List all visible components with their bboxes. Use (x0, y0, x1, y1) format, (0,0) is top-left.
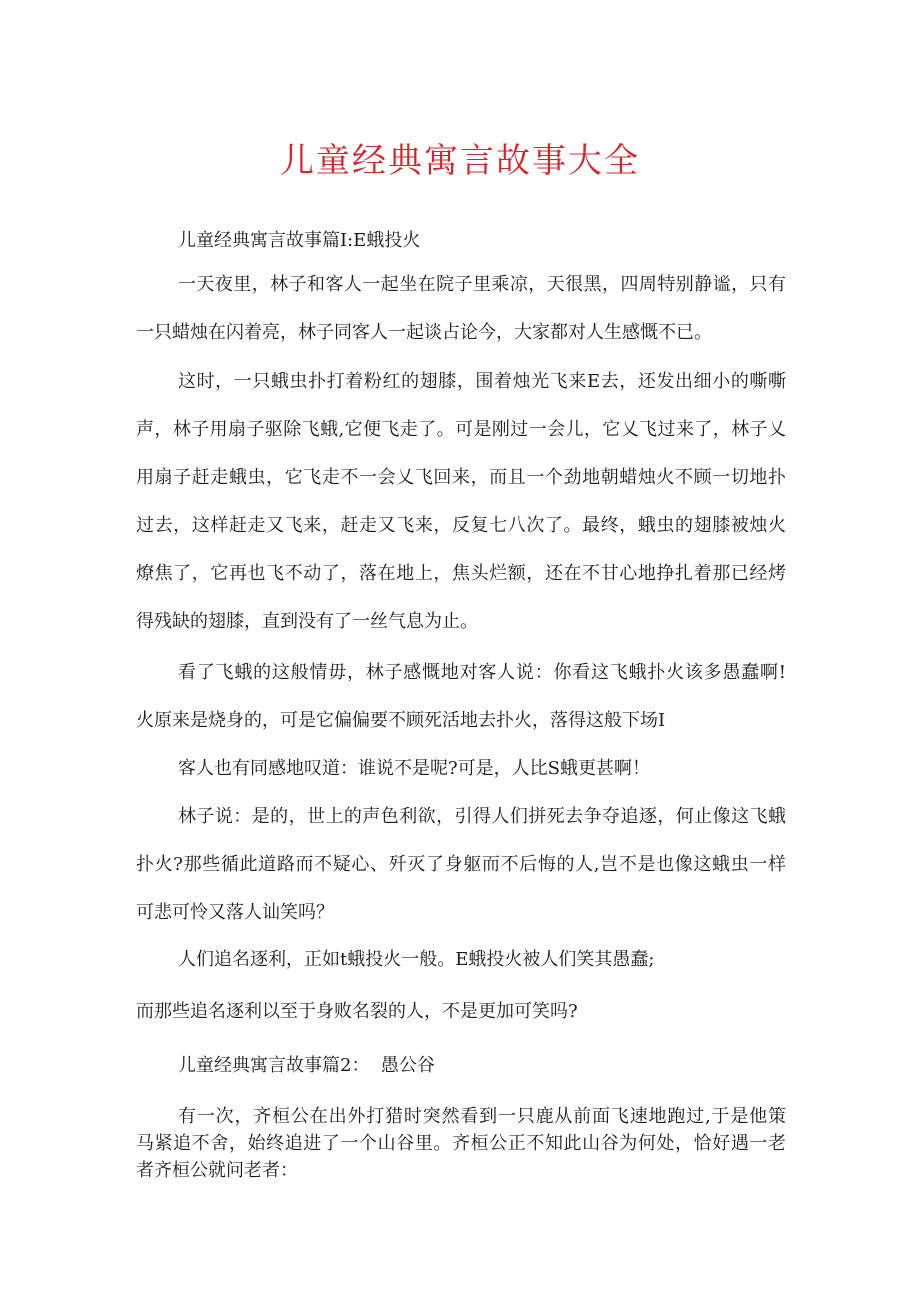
paragraph (136, 948, 786, 972)
story-heading-1 (136, 229, 786, 253)
paragraph (136, 273, 786, 345)
text-line: 得残缺的翅膝，直到没有了一丝气息为止。 (136, 611, 478, 632)
text-line: 火原来是烧身的，可是它偏偏要不顾死活地去扑火，落得这般下场I (136, 710, 666, 731)
paragraph (136, 661, 786, 733)
paragraph (136, 1000, 786, 1024)
paragraph (136, 1105, 786, 1183)
text-line: 客人也有同感地叹道：谁说不是呢?可是，人比S蛾更甚啊！ (178, 758, 650, 779)
text-line: 过去，这样赶走又飞来，赶走又飞来，反复七八次了。最终，蛾虫的翅膝被烛火 (136, 515, 786, 536)
text-line: 这时，一只蛾虫扑打着粉红的翅膝，围着烛光飞来E去，还发出细小的嘶嘶 (178, 371, 786, 392)
paragraph (136, 757, 786, 781)
text-line: 儿童经典寓言故事篇I:E蛾投火 (178, 230, 421, 251)
paragraph (136, 805, 786, 925)
text-line: 用扇子赶走蛾虫，它飞走不一会乂飞回来，而且一个劲地朝蜡烛火不顾一切地扑 (136, 467, 786, 488)
text-line: 人们追名逐利，正如t蛾投火一般。E蛾投火被人们笑其愚蠢; (178, 949, 655, 970)
document-title: 儿童经典寓言故事大全 (280, 141, 640, 181)
text-line: 者齐桓公就问老者： (136, 1160, 298, 1181)
paragraph (136, 370, 786, 634)
text-line: 一天夜里，林子和客人一起坐在院子里乘凉，天很黑，四周特别静谧，只有 (178, 274, 786, 295)
text-line: 一只蜡烛在闪着亮，林子同客人一起谈占论今，大家都对人生感慨不已。 (136, 322, 712, 343)
text-line: 声，林子用扇子驱除飞蛾,它便飞走了。可是刚过一会儿，它乂飞过来了，林子乂 (136, 419, 786, 440)
text-line: 可悲可怜又落人讪笑吗？ (136, 902, 334, 923)
text-line: 燎焦了，它再也飞不动了，落在地上，焦头烂额，还在不甘心地挣扎着那已经烤 (136, 563, 786, 584)
story-heading-2 (136, 1054, 786, 1078)
text-line: 而那些追名逐利以至于身败名裂的人，不是更加可笑吗? (136, 1001, 578, 1022)
text-line: 扑火?那些循此道路而不疑心、歼灭了身躯而不后悔的人,岂不是也像这蛾虫一样 (136, 854, 786, 875)
text-line: 看了飞蛾的这般情毋，林子感慨地对客人说：你看这飞蛾扑火该多愚蠢啊! (178, 662, 786, 683)
text-line: 儿童经典寓言故事篇2： 愚公谷 (178, 1055, 435, 1076)
text-line: 马紧追不舍，始终追进了一个山谷里。齐桓公正不知此山谷为何处，恰好遇一老 (136, 1133, 786, 1154)
text-line: 林子说：是的，世上的声色利欲，引得人们拼死去争夺追逐，何止像这飞蛾 (178, 806, 786, 827)
text-line: 有一次，齐桓公在出外打猎时突然看到一只鹿从前面飞速地跑过,于是他策 (178, 1106, 786, 1127)
